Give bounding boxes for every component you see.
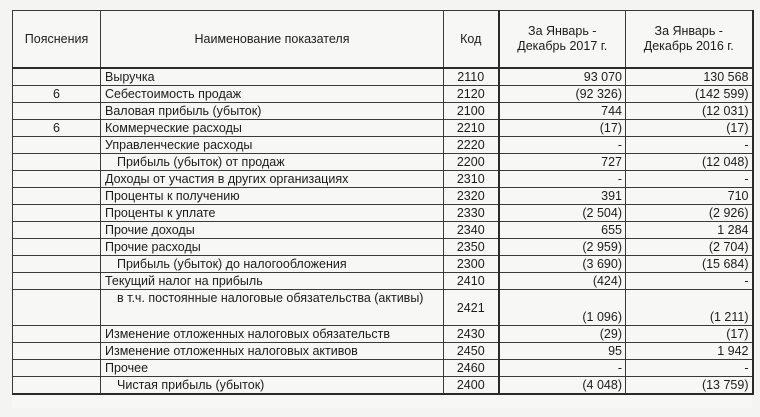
indicator-name: Выручка bbox=[101, 68, 444, 86]
note-cell bbox=[13, 256, 101, 273]
previous-value: 1 284 bbox=[626, 222, 753, 239]
line-code: 2340 bbox=[444, 222, 499, 239]
line-code: 2430 bbox=[444, 326, 499, 343]
previous-value: 1 942 bbox=[626, 343, 753, 360]
current-value: 727 bbox=[499, 154, 626, 171]
header-previous-period: За Январь - Декабрь 2016 г. bbox=[626, 11, 753, 69]
line-code: 2400 bbox=[444, 377, 499, 395]
note-cell bbox=[13, 188, 101, 205]
note-cell bbox=[13, 239, 101, 256]
table-row bbox=[13, 137, 753, 154]
indicator-name: Прибыль (убыток) от продаж bbox=[101, 154, 444, 171]
line-code: 2110 bbox=[444, 68, 499, 86]
indicator-name: Себестоимость продаж bbox=[101, 86, 444, 103]
header-note: Пояснения bbox=[13, 11, 101, 69]
previous-value: (2 926) bbox=[626, 205, 753, 222]
line-code: 2450 bbox=[444, 343, 499, 360]
line-code: 2200 bbox=[444, 154, 499, 171]
note-cell bbox=[13, 273, 101, 290]
note-cell bbox=[13, 205, 101, 222]
previous-value: - bbox=[626, 273, 753, 290]
table-row bbox=[13, 205, 753, 222]
header-current-period: За Январь - Декабрь 2017 г. bbox=[499, 11, 626, 69]
indicator-name: Изменение отложенных налоговых активов bbox=[101, 343, 444, 360]
indicator-name: в т.ч. постоянные налоговые обязательства (активы) bbox=[101, 290, 444, 326]
previous-value: - bbox=[626, 137, 753, 154]
table-row bbox=[13, 222, 753, 239]
line-code: 2300 bbox=[444, 256, 499, 273]
table-row bbox=[13, 377, 753, 395]
indicator-name: Прочее bbox=[101, 360, 444, 377]
note-cell: 6 bbox=[13, 120, 101, 137]
table-row bbox=[13, 103, 753, 120]
note-cell bbox=[13, 103, 101, 120]
current-value: - bbox=[499, 171, 626, 188]
note-cell bbox=[13, 326, 101, 343]
table-row bbox=[13, 68, 753, 86]
note-cell bbox=[13, 68, 101, 86]
indicator-name: Прочие расходы bbox=[101, 239, 444, 256]
table-row bbox=[13, 188, 753, 205]
current-value: 93 070 bbox=[499, 68, 626, 86]
note-cell bbox=[13, 290, 101, 326]
indicator-name: Проценты к уплате bbox=[101, 205, 444, 222]
table-row bbox=[13, 273, 753, 290]
current-value: (424) bbox=[499, 273, 626, 290]
table-row bbox=[13, 86, 753, 103]
current-value: (3 690) bbox=[499, 256, 626, 273]
indicator-name: Текущий налог на прибыль bbox=[101, 273, 444, 290]
current-value: 391 bbox=[499, 188, 626, 205]
indicator-name: Доходы от участия в других организациях bbox=[101, 171, 444, 188]
line-code: 2210 bbox=[444, 120, 499, 137]
line-code: 2460 bbox=[444, 360, 499, 377]
table-row bbox=[13, 290, 753, 326]
current-value: 95 bbox=[499, 343, 626, 360]
previous-value: (142 599) bbox=[626, 86, 753, 103]
indicator-name: Прочие доходы bbox=[101, 222, 444, 239]
note-cell bbox=[13, 377, 101, 395]
previous-value: (12 048) bbox=[626, 154, 753, 171]
indicator-name: Прибыль (убыток) до налогообложения bbox=[101, 256, 444, 273]
current-value: 655 bbox=[499, 222, 626, 239]
line-code: 2100 bbox=[444, 103, 499, 120]
current-value: (29) bbox=[499, 326, 626, 343]
previous-value: - bbox=[626, 360, 753, 377]
table-row bbox=[13, 171, 753, 188]
previous-value: (1 211) bbox=[626, 290, 753, 326]
indicator-name: Изменение отложенных налоговых обязательств bbox=[101, 326, 444, 343]
table-row bbox=[13, 239, 753, 256]
indicator-name: Управленческие расходы bbox=[101, 137, 444, 154]
line-code: 2120 bbox=[444, 86, 499, 103]
indicator-name: Валовая прибыль (убыток) bbox=[101, 103, 444, 120]
current-value: (17) bbox=[499, 120, 626, 137]
table-row bbox=[13, 343, 753, 360]
line-code: 2410 bbox=[444, 273, 499, 290]
previous-value: 130 568 bbox=[626, 68, 753, 86]
financial-results-report bbox=[12, 10, 752, 408]
current-value: (2 504) bbox=[499, 205, 626, 222]
previous-value: (15 684) bbox=[626, 256, 753, 273]
current-value: 744 bbox=[499, 103, 626, 120]
note-cell bbox=[13, 343, 101, 360]
note-cell: 6 bbox=[13, 86, 101, 103]
previous-value: 710 bbox=[626, 188, 753, 205]
table-row bbox=[13, 154, 753, 171]
previous-value: (13 759) bbox=[626, 377, 753, 395]
table-row bbox=[13, 256, 753, 273]
line-code: 2220 bbox=[444, 137, 499, 154]
note-cell bbox=[13, 171, 101, 188]
line-code: 2350 bbox=[444, 239, 499, 256]
header-name: Наименование показателя bbox=[101, 11, 444, 69]
previous-value: (2 704) bbox=[626, 239, 753, 256]
income-statement-table bbox=[12, 10, 754, 395]
note-cell bbox=[13, 154, 101, 171]
current-value: (92 326) bbox=[499, 86, 626, 103]
line-code: 2330 bbox=[444, 205, 499, 222]
indicator-name: Проценты к получению bbox=[101, 188, 444, 205]
note-cell bbox=[13, 222, 101, 239]
line-code: 2320 bbox=[444, 188, 499, 205]
header-row bbox=[13, 11, 753, 69]
note-cell bbox=[13, 360, 101, 377]
previous-value: (12 031) bbox=[626, 103, 753, 120]
previous-value: (17) bbox=[626, 326, 753, 343]
line-code: 2421 bbox=[444, 290, 499, 326]
indicator-name: Коммерческие расходы bbox=[101, 120, 444, 137]
note-cell bbox=[13, 137, 101, 154]
previous-value: - bbox=[626, 171, 753, 188]
table-row bbox=[13, 326, 753, 343]
previous-value: (17) bbox=[626, 120, 753, 137]
table-row bbox=[13, 360, 753, 377]
current-value: (1 096) bbox=[499, 290, 626, 326]
current-value: - bbox=[499, 137, 626, 154]
header-code: Код bbox=[444, 11, 499, 69]
table-row bbox=[13, 120, 753, 137]
current-value: (2 959) bbox=[499, 239, 626, 256]
indicator-name: Чистая прибыль (убыток) bbox=[101, 377, 444, 395]
current-value: (4 048) bbox=[499, 377, 626, 395]
line-code: 2310 bbox=[444, 171, 499, 188]
current-value: - bbox=[499, 360, 626, 377]
